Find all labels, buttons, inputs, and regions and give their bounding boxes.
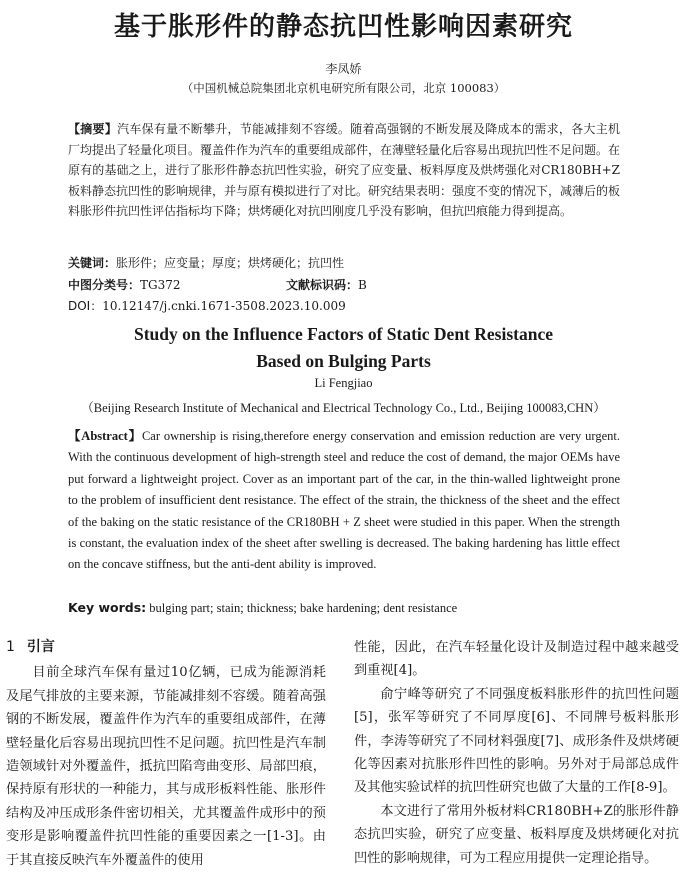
chinese-keywords xyxy=(68,254,344,271)
english-title-line-2: Based on Bulging Parts xyxy=(256,351,431,371)
english-title-line-1: Study on the Influence Factors of Static Dent Resistance xyxy=(134,324,553,344)
doi-value: 10.12147/j.cnki.1671-3508.2023.10.009 xyxy=(102,299,346,313)
chinese-abstract xyxy=(68,119,620,222)
clc-value: TG372 xyxy=(140,278,181,292)
english-affiliation: （Beijing Research Institute of Mechanical and Electrical Technology Co., Ltd., Beijing 100083,CHN） xyxy=(81,401,606,415)
english-author: Li Fengjiao xyxy=(314,376,373,390)
document-code-label: 文献标识码： xyxy=(286,278,359,292)
body-left-column xyxy=(6,636,326,872)
chinese-abstract-label: 【摘要】 xyxy=(68,122,118,136)
english-keywords-label: Key words: xyxy=(68,600,147,615)
english-abstract xyxy=(68,426,620,576)
section-title: 引言 xyxy=(26,639,55,655)
section-heading xyxy=(6,636,326,659)
chinese-keywords-label: 关键词： xyxy=(68,256,117,270)
english-keywords-text: bulging part; stain; thickness; bake hardening; dent resistance xyxy=(149,601,458,615)
section-number: 1 xyxy=(6,639,15,655)
clc-number xyxy=(68,276,181,293)
document-code xyxy=(286,276,367,293)
english-title xyxy=(0,321,687,375)
intro-paragraph-continued: 性能，因此，在汽车轻量化设计及制造过程中越来越受到重视[4]。 xyxy=(354,640,679,679)
english-abstract-text: Car ownership is rising,therefore energy conservation and emission reduction are very urgent. With the continuous development of high-strength steel and reduce the cost of demand, the major OEMs have put forward a lightweight project. Cover as an important part of the car, in the thin-walled lightweight prone to the problem of insufficient dent resistance. The effect of the strain, the thickness of the sheet and the effect of the baking on the static resistance of the CR180BH + Z sheet were studied in this paper. When the strength is constant, the evaluation index of the sheet after swelling is decreased. The baking hardening has little effect on the concave stiffness, but the anti-dent ability is improved. xyxy=(68,429,620,572)
english-abstract-label: 【Abstract】 xyxy=(68,429,142,443)
intro-paragraph-2: 俞宁峰等研究了不同强度板料胀形件的抗凹性问题[5]，张军等研究了不同厚度[6]、不同牌号板料胀形件，李涛等研究了不同材料强度[7]、成形条件及烘烤硬化等因素对抗胀形件凹性的影响。另外对于局部总成件及其他实验试样的抗凹性研究也做了大量的工作[8-9]。 xyxy=(354,686,679,796)
intro-paragraph-3: 本文进行了常用外板材料CR180BH+Z的胀形件静态抗凹实验，研究了应变量、板料厚度及烘烤硬化对抗凹性的影响规律，可为工程应用提供一定理论指导。 xyxy=(354,803,679,866)
clc-label: 中图分类号： xyxy=(68,278,141,292)
chinese-abstract-text: 汽车保有量不断攀升，节能减排刻不容缓。随着高强钢的不断发展及降成本的需求，各大主机厂均提出了轻量化项目。覆盖件作为汽车的重要组成部件，在薄壁轻量化后容易出现抗凹性不足问题。在原有的基础之上，进行了胀形件静态抗凹性实验，研究了应变量、板料厚度及烘烤强化对CR180BH+Z板料静态抗凹性的影响规律，并与原有模拟进行了对比。研究结果表明：强度不变的情况下，减薄后的板料胀形件抗凹性评估指标均下降；烘烤硬化对抗凹刚度几乎没有影响，但抗凹痕能力得到提高。 xyxy=(68,122,621,219)
english-keywords xyxy=(68,600,628,616)
chinese-author: 李凤娇 xyxy=(325,62,362,76)
body-right-column xyxy=(354,636,679,870)
doi-line xyxy=(68,297,346,314)
chinese-affiliation: （中国机械总院集团北京机电研究所有限公司，北京 100083） xyxy=(181,81,506,95)
document-code-value: B xyxy=(358,278,367,292)
doi-label: DOI： xyxy=(68,299,103,313)
intro-paragraph-1: 目前全球汽车保有量过10亿辆，已成为能源消耗及尾气排放的主要来源，节能减排刻不容缓。随着高强钢的不断发展，覆盖件作为汽车的重要组成部件，在薄壁轻量化后容易出现抗凹性不足问题。抗凹性是汽车制造领域针对外覆盖件，抵抗凹陷弯曲变形、局部凹痕，保持原有形状的一种能力，其与成形板料性能、胀形件结构及冲压成形条件密切相关，尤其覆盖件成形中的预变形是影响覆盖件抗凹性能的重要因素之一[1-3]。由于其直接反映汽车外覆盖件的使用 xyxy=(6,665,326,868)
chinese-keywords-text: 胀形件；应变量；厚度；烘烤硬化；抗凹性 xyxy=(116,256,345,270)
chinese-title: 基于胀形件的静态抗凹性影响因素研究 xyxy=(113,12,573,42)
